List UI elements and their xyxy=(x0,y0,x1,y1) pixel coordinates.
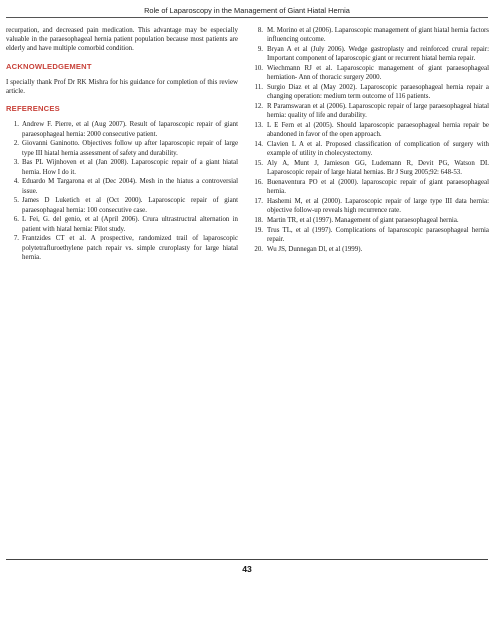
reference-text: Aly A, Munt J, Jamieson GG, Ludemann R, Devit PG, Watson DI. Laparoscopic repair of large hiatal hernias. Br J Surg 2005;92: 648-53. xyxy=(267,160,489,177)
reference-list-right xyxy=(253,26,489,254)
reference-number: 15. xyxy=(254,160,263,167)
reference-text: L E Fern et al (2005). Should laparoscopic paraesophageal hernia repair be abandoned in favor of the open approach. xyxy=(267,122,489,139)
reference-item xyxy=(253,45,489,63)
reference-text: Bryan A et al (July 2006). Wedge gastroplasty and reinforced crural repair: Important component of laparoscopic giant or recurrent hiatal hernia repair. xyxy=(267,46,489,63)
reference-item xyxy=(253,245,489,254)
reference-text: Trus TL, et al (1997). Complications of laparoscopic paraesophageal hernia repair. xyxy=(267,226,489,243)
reference-text: L Fei, G. del genio, et al (April 2006). Crura ultrastructral alternation in patient with hiatal hernia: Pilot study. xyxy=(22,216,238,233)
reference-text: M. Morino et al (2006). Laparoscopic management of giant hiatal hernia factors influencing outcome. xyxy=(267,27,489,44)
reference-text: Andrew F. Pierre, et al (Aug 2007). Result of laparoscopic repair of giant paraesophageal hernia: 2000 consecutive patient. xyxy=(22,121,238,138)
reference-number: 9. xyxy=(257,46,263,53)
reference-number: 14. xyxy=(254,141,263,148)
reference-number: 6. xyxy=(13,216,19,224)
reference-number: 20. xyxy=(254,245,263,253)
reference-text: Eduardo M Targarona et al (Dec 2004). Mesh in the hiatus a controversial issue. xyxy=(22,178,238,195)
reference-text: James D Luketich et al (Oct 2000). Laparoscopic repair of giant paraesophageal hernia: 100 consecutive case. xyxy=(22,197,238,214)
reference-number: 8. xyxy=(257,27,263,34)
reference-number: 16. xyxy=(254,179,263,186)
reference-number: 19. xyxy=(254,226,263,234)
reference-item xyxy=(253,159,489,177)
footer-rule xyxy=(6,559,488,560)
reference-number: 10. xyxy=(254,65,263,72)
reference-item xyxy=(253,26,489,44)
header-rule xyxy=(6,17,488,18)
reference-number: 1. xyxy=(13,121,19,129)
reference-number: 17. xyxy=(254,198,263,205)
reference-number: 11. xyxy=(254,84,263,91)
reference-number: 2. xyxy=(13,140,19,148)
reference-text: Surgio Diaz et al (May 2002). Laparoscopic paraesophageal hernia repair a changing operation: medium term outcome of 116 patients. xyxy=(267,84,489,101)
reference-item xyxy=(6,120,238,138)
left-column xyxy=(6,26,238,263)
running-head: Role of Laparoscopy in the Management of Giant Hiatal Hernia xyxy=(144,6,350,15)
reference-item xyxy=(253,216,489,225)
reference-text: Martin TR, et al (1997). Management of giant paraesophageal hernia. xyxy=(267,217,459,224)
reference-text: Hashemi M, et al (2000). Laparoscopic repair of large type III data hernia: objective follow-up reveals high recurrence rate. xyxy=(267,198,489,215)
reference-item xyxy=(253,197,489,215)
reference-item xyxy=(253,121,489,139)
reference-number: 5. xyxy=(13,197,19,205)
reference-text: Giovanni Ganinotto. Objectives follow up after laparoscopic repair of large type III hiatal hernia assessment of safety and durability. xyxy=(22,140,238,157)
reference-item xyxy=(253,178,489,196)
reference-text: Buenaventura PO et al (2000). laparoscopic repair of giant paraesophageal hernia. xyxy=(267,179,489,196)
reference-number: 13. xyxy=(254,122,263,129)
reference-item xyxy=(6,139,238,157)
reference-item xyxy=(6,234,238,262)
reference-text: Clavien L A et al. Proposed classification of complication of surgery with example of utility in cholecystectomy. xyxy=(267,141,489,158)
reference-number: 12. xyxy=(254,103,263,110)
reference-number: 3. xyxy=(13,159,19,167)
reference-number: 7. xyxy=(13,235,19,243)
reference-text: Frantzides CT et al. A prospective, randomized trail of laparoscopic polytetrafluroethylene patch repair vs. simple cruroplasty for large hiatal hernia. xyxy=(22,235,238,261)
right-column xyxy=(253,26,489,255)
reference-text: Bas PL Wijnhoven et al (Jan 2008). Laparoscopic repair of a giant hiatal hernia. How I do it. xyxy=(22,159,238,176)
reference-number: 4. xyxy=(13,178,19,186)
reference-list-left xyxy=(6,120,238,262)
reference-text: R Paramswaran et al (2006). Laparoscopic repair of large paraesophageal hiatal hernia: quality of life and durability. xyxy=(267,103,489,120)
references-heading: REFERENCES xyxy=(6,104,60,114)
reference-item xyxy=(6,177,238,195)
reference-item xyxy=(6,215,238,233)
reference-item xyxy=(253,83,489,101)
acknowledgement-text: I specially thank Prof Dr RK Mishra for his guidance for completion of this review article. xyxy=(6,78,238,96)
reference-item xyxy=(253,226,489,244)
reference-number: 18. xyxy=(254,217,263,224)
reference-item xyxy=(6,158,238,176)
reference-item xyxy=(6,196,238,214)
reference-text: Wu JS, Dunnegan Dl, et al (1999). xyxy=(267,245,363,253)
intro-paragraph: recurpation, and decreased pain medication. This advantage may be especially valuable in the paraesophageal hernia patient population because most patients are elderly and have multiple comorbid condition. xyxy=(6,27,238,53)
reference-item xyxy=(253,102,489,120)
page-number: 43 xyxy=(242,564,252,574)
acknowledgement-heading: ACKNOWLEDGEMENT xyxy=(6,61,92,71)
reference-item xyxy=(253,64,489,82)
reference-item xyxy=(253,140,489,158)
reference-text: Wiechmann RJ et al. Laparoscopic management of giant paraesophageal herniation- Ann of thoracic surgery 2000. xyxy=(267,65,489,82)
